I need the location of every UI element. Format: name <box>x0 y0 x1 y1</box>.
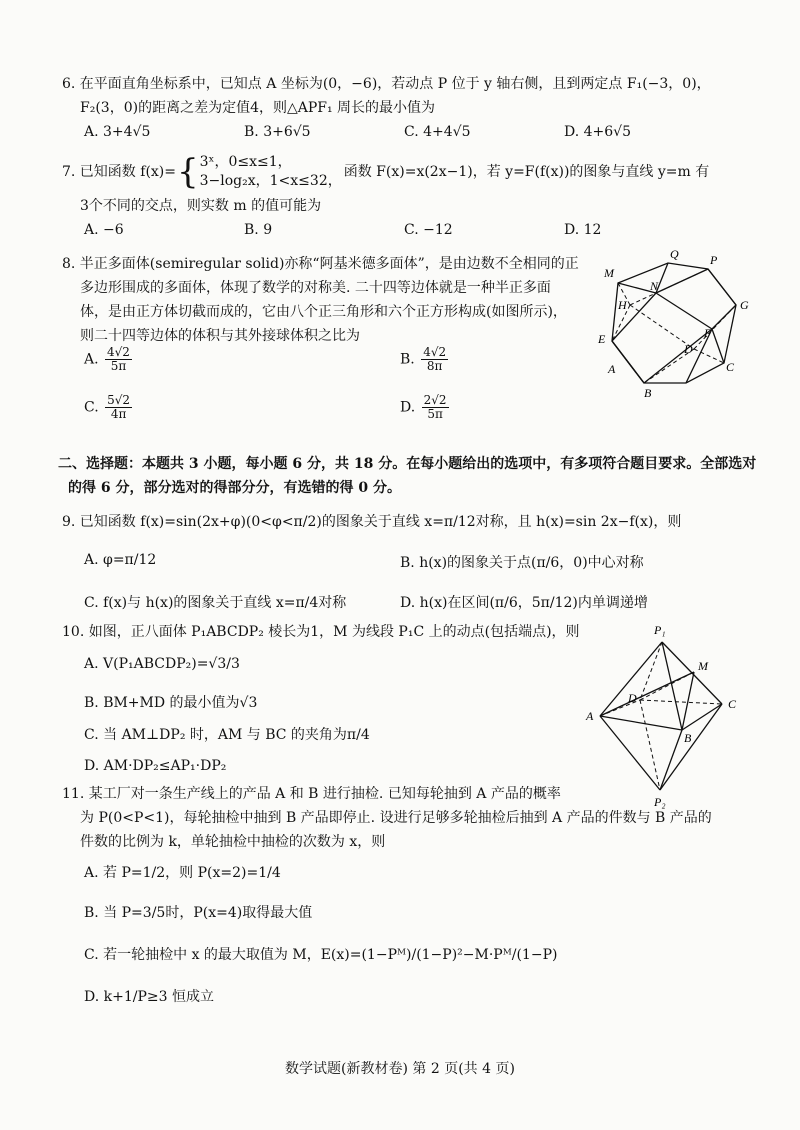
q10-label-m: M <box>698 659 708 673</box>
q11-option-b: B. 当 P=3/5时，P(x=4)取得最大值 <box>84 905 313 921</box>
q6-option-c: C. 4+4√5 <box>404 124 471 140</box>
q6-option-d: D. 4+6√5 <box>564 124 631 140</box>
q7-prefix: 7. 已知函数 f(x)= <box>62 164 176 180</box>
q8-line1: 8. 半正多面体(semiregular solid)亦称“阿基米德多面体”，是由边数不全相同的正 <box>62 256 579 272</box>
question-6 <box>62 72 752 144</box>
q8-line4: 则二十四等边体的体积与其外接球体积之比为 <box>80 328 360 344</box>
question-11 <box>62 782 752 854</box>
page-footer: 数学试题(新教材卷) 第 2 页(共 4 页) <box>285 1061 515 1077</box>
q8-option-d: D. $\frac{2√2}{5\pi}$ <box>400 393 447 421</box>
q8-option-c: C. $\frac{5√2}{4\pi}$ <box>84 393 131 421</box>
q10-label-a: A <box>586 709 594 723</box>
q8-label-c: C <box>726 360 735 374</box>
q8-label-e: E <box>598 332 606 346</box>
q8-label-a: A <box>608 362 616 376</box>
q8-line2: 多边形围成的多面体，体现了数学的对称美. 二十四等边体就是一种半正多面 <box>80 280 551 296</box>
q8-label-m: M <box>604 266 614 280</box>
section-2-line1: 二、选择题：本题共 3 小题，每小题 6 分，共 18 分。在每小题给出的选项中，有多项符合题目要求。全部选对 <box>58 456 757 472</box>
q8-label-g: G <box>740 298 749 312</box>
q11-option-a: A. 若 P=1/2，则 P(x=2)=1/4 <box>84 865 281 881</box>
q10-label-b: B <box>684 731 692 745</box>
q6-option-b: B. 3+6√5 <box>244 124 311 140</box>
q7-option-d: D. 12 <box>564 222 602 238</box>
q6-option-a: A. 3+4√5 <box>84 124 151 140</box>
q9-option-d: D. h(x)在区间(π/6，5π/12)内单调递增 <box>400 595 648 611</box>
q9-option-a: A. φ=π/12 <box>84 552 157 568</box>
q8-line3: 体，是由正方体切截而成的，它由八个正三角形和六个正方形构成(如图所示)， <box>80 304 567 320</box>
q6-line2: F₂(3，0)的距离之差为定值4，则△APF₁ 周长的最小值为 <box>80 100 436 116</box>
q9-line1: 9. 已知函数 f(x)=sin(2x+φ)(0<φ<π/2)的图象关于直线 x=π/12对称，且 h(x)=sin 2x−f(x)，则 <box>62 514 682 530</box>
q10-option-d: D. AM·DP₂≤AP₁·DP₂ <box>84 758 227 774</box>
q8-option-b: B. $\frac{4√2}{8\pi}$ <box>400 345 447 373</box>
q7-brace: { <box>177 152 199 192</box>
q8-figure-semiregular-solid <box>590 245 760 405</box>
q11-line2: 为 P(0<P<1)，每轮抽检中抽到 B 产品即停止. 设进行足够多轮抽检后抽到 A 产品的件数与 B 产品的 <box>80 810 712 826</box>
q7-option-c: C. −12 <box>404 222 453 238</box>
q8-label-h: H <box>618 298 627 312</box>
q11-option-d: D. k+1/P≥3 恒成立 <box>84 989 214 1005</box>
question-7 <box>62 150 752 242</box>
q10-option-b: B. BM+MD 的最小值为√3 <box>84 695 258 711</box>
q8-label-d: D <box>684 342 693 356</box>
q7-option-b: B. 9 <box>244 222 273 238</box>
q7-cases <box>200 153 342 191</box>
question-8 <box>62 252 582 348</box>
section-2-header <box>58 452 757 500</box>
question-9 <box>62 510 752 534</box>
q9-option-b: B. h(x)的图象关于点(π/6，0)中心对称 <box>400 555 644 571</box>
q8-label-f: F <box>704 326 712 340</box>
q8-label-q: Q <box>670 247 679 261</box>
q7-option-a: A. −6 <box>84 222 124 238</box>
q7-line1 <box>62 150 752 194</box>
q10-option-a: A. V(P₁ABCDP₂)=√3/3 <box>84 656 240 672</box>
q10-label-c: C <box>728 697 737 711</box>
q10-line1: 10. 如图，正八面体 P₁ABCDP₂ 棱长为1，M 为线段 P₁C 上的动点(包括端点)，则 <box>62 624 580 640</box>
q9-option-c: C. f(x)与 h(x)的图象关于直线 x=π/4对称 <box>84 595 347 611</box>
q8-label-b: B <box>644 386 652 400</box>
q8-label-n: N <box>650 279 659 293</box>
q6-line1: 6. 在平面直角坐标系中，已知点 A 坐标为(0，−6)，若动点 P 位于 y 轴右侧，且到两定点 F₁(−3，0)， <box>62 76 711 92</box>
q6-options <box>84 120 752 144</box>
q11-option-c: C. 若一轮抽检中 x 的最大取值为 M，E(x)=(1−Pᴹ)/(1−P)²−M·Pᴹ/(1−P) <box>84 947 558 963</box>
q7-case1: 3ˣ，0≤x≤1， <box>199 154 292 170</box>
q7-case2: 3−log₂x，1<x≤32， <box>199 173 342 189</box>
q7-suffix: 函数 F(x)=x(2x−1)，若 y=F(f(x))的图象与直线 y=m 有 <box>343 164 710 180</box>
q10-label-d: D <box>628 691 637 705</box>
q10-label-p2: P₂ <box>654 795 666 809</box>
q10-option-c: C. 当 AM⊥DP₂ 时，AM 与 BC 的夹角为π/4 <box>84 727 370 743</box>
q8-label-p: P <box>710 253 718 267</box>
q11-line1: 11. 某工厂对一条生产线上的产品 A 和 B 进行抽检. 已知每轮抽到 A 产品的概率 <box>62 786 561 802</box>
q8-option-a: A. $\frac{4√2}{5\pi}$ <box>84 345 130 373</box>
q7-line2: 3个不同的交点，则实数 m 的值可能为 <box>80 198 322 214</box>
q11-line3: 件数的比例为 k，单轮抽检中抽检的次数为 x，则 <box>80 834 386 850</box>
q7-options <box>84 218 752 242</box>
section-2-line2: 的得 6 分，部分选对的得部分分，有选错的得 0 分。 <box>68 480 401 496</box>
q10-label-p1: P₁ <box>654 623 666 637</box>
